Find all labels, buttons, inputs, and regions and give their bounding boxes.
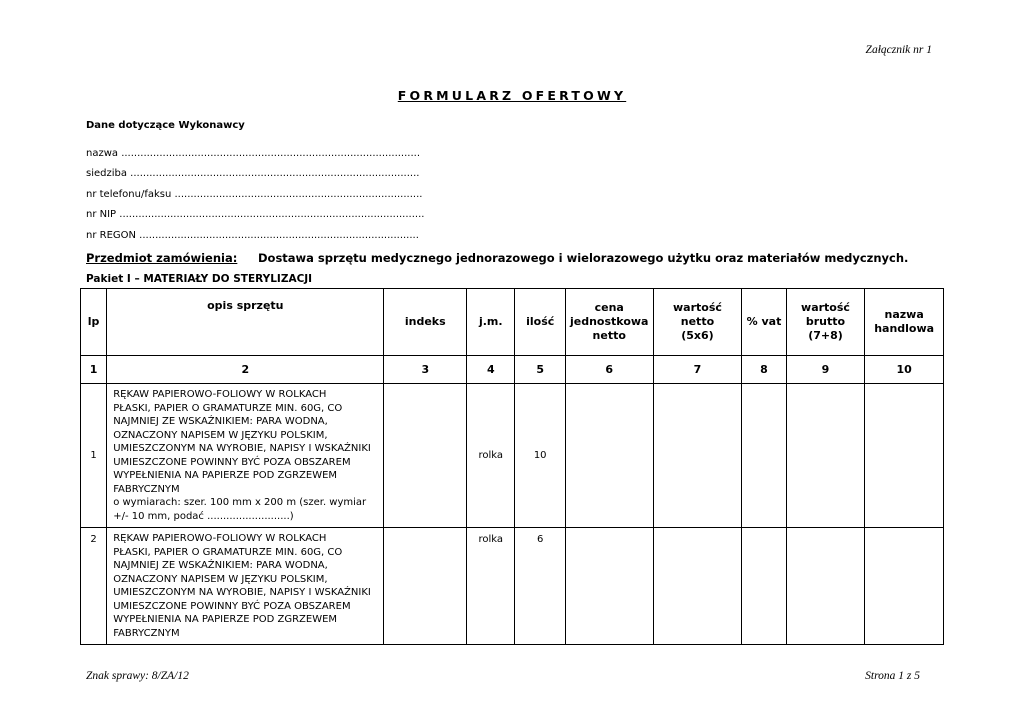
header-nazwa-line: nazwa xyxy=(884,307,924,321)
column-number: 10 xyxy=(865,356,944,384)
row-nazwa-handlowa[interactable] xyxy=(865,384,944,528)
description-line: FABRYCZNYM xyxy=(113,627,180,639)
page-number: Strona 1 z 5 xyxy=(865,670,920,682)
row-jm: rolka xyxy=(467,384,515,528)
header-wartosc-netto-line: (5x6) xyxy=(681,329,714,343)
package-title: Pakiet I – MATERIAŁY DO STERYLIZACJI xyxy=(86,273,313,285)
description-line: OZNACZONY NAPISEM W JĘZYKU POLSKIM, xyxy=(113,429,328,441)
header-cena-line: jednostkowa xyxy=(570,314,649,328)
row-ilosc: 6 xyxy=(515,528,565,645)
row-jm: rolka xyxy=(467,528,515,645)
header-lp: lp xyxy=(81,289,107,356)
header-wartosc-brutto-line: brutto xyxy=(805,314,846,328)
row-indeks[interactable] xyxy=(384,528,467,645)
description-line: RĘKAW PAPIEROWO-FOLIOWY W ROLKACH xyxy=(113,533,327,544)
table-header-row xyxy=(81,289,944,356)
description-line: PŁASKI, PAPIER O GRAMATURZE MIN. 60G, CO xyxy=(113,402,343,414)
header-wartosc-netto xyxy=(653,289,742,356)
header-cena xyxy=(565,289,653,356)
header-wartosc-brutto xyxy=(786,289,865,356)
field-telefon: nr telefonu/faksu .............................................................................. xyxy=(86,189,423,200)
header-nazwa-handlowa xyxy=(865,289,944,356)
case-number: Znak sprawy: 8/ZA/12 xyxy=(86,670,189,682)
column-number: 1 xyxy=(81,356,107,384)
row-wartosc-brutto[interactable] xyxy=(786,528,865,645)
column-number: 3 xyxy=(384,356,467,384)
description-line: NAJMNIEJ ZE WSKAŹNIKIEM: PARA WODNA, xyxy=(113,560,328,571)
description-line: RĘKAW PAPIEROWO-FOLIOWY W ROLKACH xyxy=(113,389,327,400)
header-wartosc-netto-line: netto xyxy=(680,314,715,328)
row-description xyxy=(107,528,384,645)
description-line: UMIESZCZONYM NA WYROBIE, NAPISY I WSKAŹNIKI xyxy=(113,587,371,598)
column-number: 4 xyxy=(467,356,515,384)
header-ilosc: ilość xyxy=(515,289,565,356)
header-wartosc-netto-line: wartość xyxy=(673,300,722,314)
row-ilosc: 10 xyxy=(515,384,565,528)
column-number: 6 xyxy=(565,356,653,384)
table-row xyxy=(81,528,944,645)
row-cena[interactable] xyxy=(565,384,653,528)
description-line: UMIESZCZONE POWINNY BYĆ POZA OBSZAREM xyxy=(113,600,351,612)
header-indeks: indeks xyxy=(384,289,467,356)
attachment-label: Załącznik nr 1 xyxy=(865,44,932,56)
column-number: 5 xyxy=(515,356,565,384)
description-line: OZNACZONY NAPISEM W JĘZYKU POLSKIM, xyxy=(113,573,328,585)
description-line: +/- 10 mm, podać ..........................) xyxy=(113,510,294,522)
header-jm: j.m. xyxy=(467,289,515,356)
description-line: UMIESZCZONYM NA WYROBIE, NAPISY I WSKAŹNIKI xyxy=(113,443,371,454)
row-indeks[interactable] xyxy=(384,384,467,528)
row-vat[interactable] xyxy=(742,384,786,528)
description-line: FABRYCZNYM xyxy=(113,483,180,495)
header-nazwa-line: handlowa xyxy=(874,322,935,335)
description-line: WYPEŁNIENIA NA PAPIERZE POD ZGRZEWEM xyxy=(113,470,338,481)
subject-text: Dostawa sprzętu medycznego jednorazowego i wielorazowego użytku oraz materiałów medycznych. xyxy=(258,251,909,265)
row-lp: 2 xyxy=(81,528,107,645)
row-nazwa-handlowa[interactable] xyxy=(865,528,944,645)
field-nip: nr NIP ................................................................................................ xyxy=(86,209,425,220)
column-number-row xyxy=(81,356,944,384)
description-line: WYPEŁNIENIA NA PAPIERZE POD ZGRZEWEM xyxy=(113,614,338,625)
row-cena[interactable] xyxy=(565,528,653,645)
header-wartosc-brutto-line: (7+8) xyxy=(808,329,843,343)
header-vat: % vat xyxy=(742,289,786,356)
offer-table xyxy=(80,288,944,645)
header-cena-line: netto xyxy=(592,329,626,343)
header-cena-line: cena xyxy=(594,300,624,314)
row-wartosc-brutto[interactable] xyxy=(786,384,865,528)
header-opis: opis sprzętu xyxy=(107,289,384,356)
field-regon: nr REGON ........................................................................................ xyxy=(86,230,419,241)
subject-label: Przedmiot zamówienia: xyxy=(86,251,238,265)
field-siedziba: siedziba ........................................................................................... xyxy=(86,168,420,179)
description-line: o wymiarach: szer. 100 mm x 200 m (szer. wymiar xyxy=(113,497,367,508)
column-number: 7 xyxy=(653,356,742,384)
row-description xyxy=(107,384,384,528)
row-vat[interactable] xyxy=(742,528,786,645)
page-title xyxy=(0,88,1024,103)
header-wartosc-brutto-line: wartość xyxy=(801,300,850,314)
column-number: 8 xyxy=(742,356,786,384)
row-lp: 1 xyxy=(81,384,107,528)
row-wartosc-netto[interactable] xyxy=(653,528,742,645)
description-line: PŁASKI, PAPIER O GRAMATURZE MIN. 60G, CO xyxy=(113,546,343,558)
column-number: 9 xyxy=(786,356,865,384)
page-title-text: FORMULARZ OFERTOWY xyxy=(397,88,627,103)
description-line: UMIESZCZONE POWINNY BYĆ POZA OBSZAREM xyxy=(113,456,351,468)
row-wartosc-netto[interactable] xyxy=(653,384,742,528)
contractor-section-heading: Dane dotyczące Wykonawcy xyxy=(86,120,245,131)
field-nazwa: nazwa .............................................................................................. xyxy=(86,148,420,159)
table-row xyxy=(81,384,944,528)
column-number: 2 xyxy=(107,356,384,384)
description-line: NAJMNIEJ ZE WSKAŹNIKIEM: PARA WODNA, xyxy=(113,416,328,427)
